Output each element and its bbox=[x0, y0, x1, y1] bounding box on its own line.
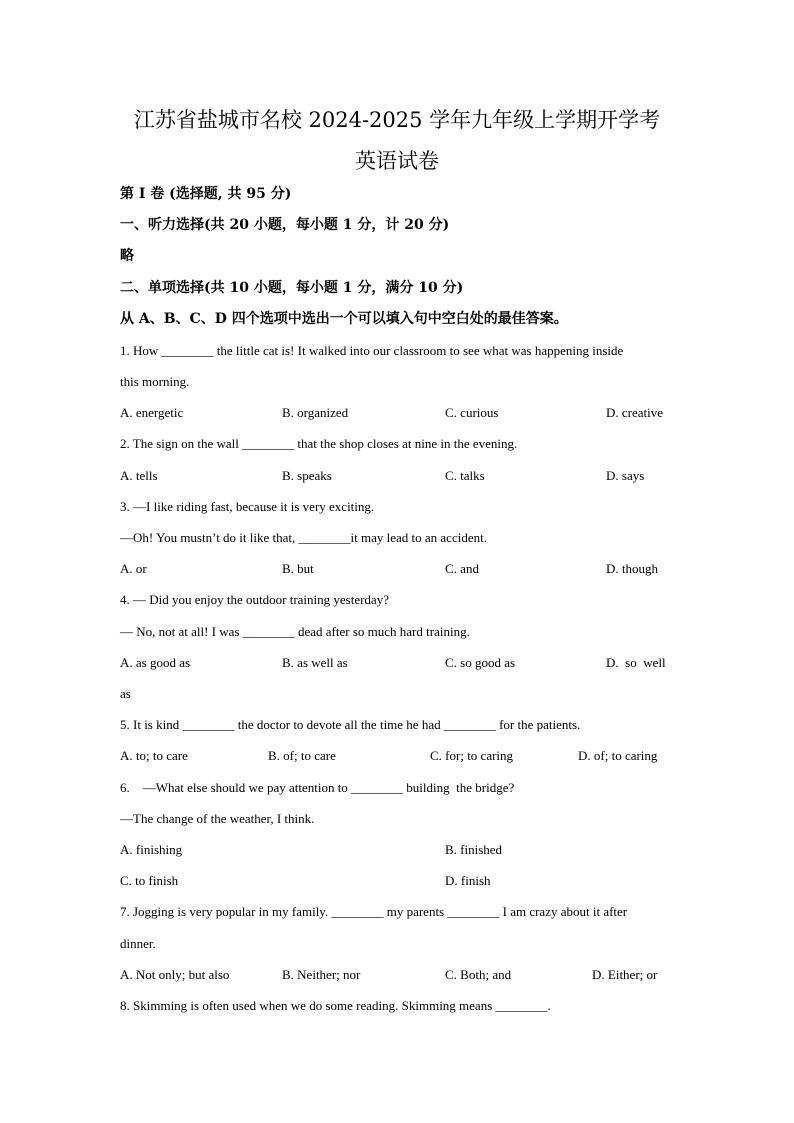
exam-title: 江苏省盐城市名校 2024-2025 学年九年级上学期开学考 bbox=[133, 108, 661, 132]
question-1-text: 1. How ________ the little cat is! It walked into our classroom to see what was happening inside bbox=[120, 343, 624, 358]
listening-heading: 一、听力选择(共 20 小题，每小题 1 分，计 20 分) bbox=[120, 217, 450, 233]
question-1-option-d: D. creative bbox=[606, 405, 664, 420]
question-6-option-c: C. to finish bbox=[120, 873, 179, 888]
question-5-option-b: B. of; to care bbox=[268, 748, 336, 763]
part-one-heading: 第 I 卷 (选择题, 共 95 分) bbox=[120, 186, 292, 202]
question-7-option-b: B. Neither; nor bbox=[282, 967, 361, 982]
question-5-text: 5. It is kind ________ the doctor to devote all the time he had ________ for the patients. bbox=[120, 717, 581, 732]
question-3-option-a: A. or bbox=[120, 561, 147, 576]
question-2-option-b: B. speaks bbox=[282, 468, 332, 483]
question-4-text-cont: — No, not at all! I was ________ dead after so much hard training. bbox=[120, 624, 470, 639]
question-7-text: 7. Jogging is very popular in my family. ________ my parents ________ I am crazy about it after bbox=[120, 904, 628, 919]
question-4-option-d-cont: as bbox=[120, 686, 131, 701]
question-2-option-d: D. says bbox=[606, 468, 645, 483]
question-7-text-cont: dinner. bbox=[120, 936, 156, 951]
question-3-text: 3. —I like riding fast, because it is very exciting. bbox=[120, 499, 375, 514]
question-6-option-a: A. finishing bbox=[120, 842, 183, 857]
question-3-option-c: C. and bbox=[445, 561, 479, 576]
question-6-option-b: B. finished bbox=[445, 842, 503, 857]
question-4-option-c: C. so good as bbox=[445, 655, 516, 670]
question-4-option-b: B. as well as bbox=[282, 655, 348, 670]
exam-subtitle: 英语试卷 bbox=[355, 149, 439, 173]
question-4-option-a: A. as good as bbox=[120, 655, 191, 670]
question-3-text-cont: —Oh! You mustn’t do it like that, ________it may lead to an accident. bbox=[120, 530, 487, 545]
question-7-option-d: D. Either; or bbox=[592, 967, 658, 982]
question-5-option-d: D. of; to caring bbox=[578, 748, 658, 763]
question-5-option-a: A. to; to care bbox=[120, 748, 188, 763]
question-8-text: 8. Skimming is often used when we do some reading. Skimming means ________. bbox=[120, 998, 551, 1013]
listening-note: 略 bbox=[120, 248, 134, 264]
single-choice-heading: 二、单项选择(共 10 小题，每小题 1 分，满分 10 分) bbox=[120, 280, 464, 296]
question-6-text-cont: —The change of the weather, I think. bbox=[120, 811, 315, 826]
question-4-option-d: D. so well bbox=[606, 655, 666, 670]
question-1-text-cont: this morning. bbox=[120, 374, 190, 389]
question-3-option-b: B. but bbox=[282, 561, 314, 576]
question-2-option-c: C. talks bbox=[445, 468, 485, 483]
question-2-text: 2. The sign on the wall ________ that the shop closes at nine in the evening. bbox=[120, 436, 518, 451]
question-7-option-c: C. Both; and bbox=[445, 967, 512, 982]
question-1-option-c: C. curious bbox=[445, 405, 499, 420]
instruction-text: 从 A、B、C、D 四个选项中选出一个可以填入句中空白处的最佳答案。 bbox=[120, 311, 568, 327]
question-1-option-a: A. energetic bbox=[120, 405, 184, 420]
question-4-text: 4. — Did you enjoy the outdoor training yesterday? bbox=[120, 592, 389, 607]
question-6-text: 6. —What else should we pay attention to ________ building the bridge? bbox=[120, 780, 515, 795]
question-5-option-c: C. for; to caring bbox=[430, 748, 514, 763]
question-7-option-a: A. Not only; but also bbox=[120, 967, 230, 982]
question-6-option-d: D. finish bbox=[445, 873, 491, 888]
question-1-option-b: B. organized bbox=[282, 405, 349, 420]
question-2-option-a: A. tells bbox=[120, 468, 158, 483]
question-3-option-d: D. though bbox=[606, 561, 658, 576]
